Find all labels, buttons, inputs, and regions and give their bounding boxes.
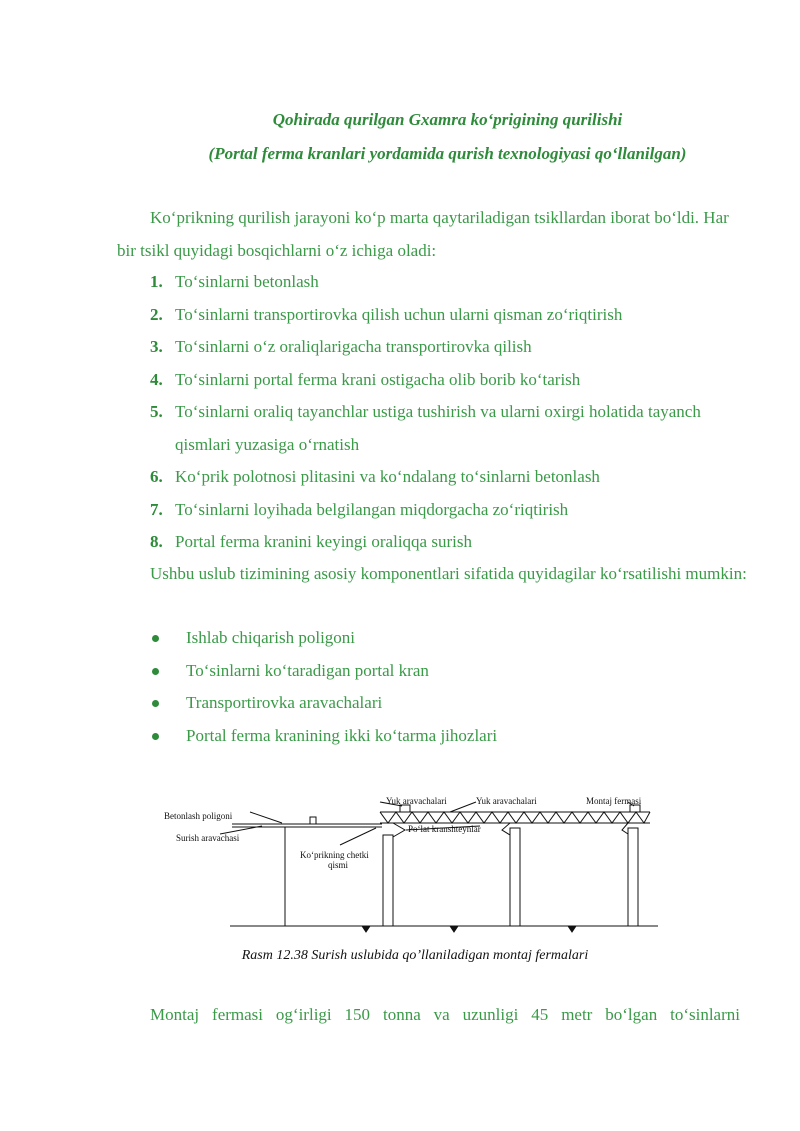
- list-item: 8. Portal ferma kranini keyingi oraliqqa surish: [150, 532, 472, 551]
- list-item: Portal ferma kranining ikki ko‘tarma jihozlari: [150, 720, 750, 753]
- list-item: 5. To‘sinlarni oraliq tayanchlar ustiga tushirish va ularni oxirgi holatida tayanch qismlari yuzasiga o‘rnatish: [150, 402, 701, 454]
- label-montaj: Montaj fermasi: [586, 796, 642, 806]
- bullet-icon: [152, 700, 159, 707]
- list-item: Ishlab chiqarish poligoni: [150, 622, 750, 655]
- bullet-icon: [152, 733, 159, 740]
- label-surish: Surish aravachasi: [176, 833, 240, 843]
- components-intro: Ushbu uslub tizimining asosiy komponentlari sifatida quyidagilar ko‘rsatilishi mumkin:: [150, 564, 747, 583]
- components-list: [150, 622, 750, 752]
- closing-paragraph: Montaj fermasi og‘irligi 150 tonna va uzunligi 45 metr bo‘lgan to‘sinlarni: [150, 1005, 740, 1024]
- list-item: 6. Ko‘prik polotnosi plitasini va ko‘ndalang to‘sinlarni betonlash: [150, 467, 600, 486]
- figure-caption: Rasm 12.38 Surish uslubida qo’llaniladigan montaj fermalari: [241, 948, 589, 963]
- bullet-icon: [152, 635, 159, 642]
- label-yuk2: Yuk aravachalari: [476, 796, 537, 806]
- label-qismi: qismi: [328, 860, 349, 870]
- list-item: 7. To‘sinlarni loyihada belgilangan miqdorgacha zo‘riqtirish: [150, 499, 569, 519]
- label-chetki: Ko‘prikning chetki: [300, 850, 369, 860]
- document-title: Qohirada qurilgan Gxamra ko‘prigining qurilishi: [272, 110, 623, 129]
- list-item: 1. To‘sinlarni betonlash: [150, 272, 319, 291]
- document-subtitle: (Portal ferma kranlari yordamida qurish texnologiyasi qo‘llanilgan): [208, 144, 687, 163]
- list-item: 2. To‘sinlarni transportirovka qilish uchun ularni qisman zo‘riqtirish: [150, 304, 623, 324]
- list-item: 3. To‘sinlarni o‘z oraliqlarigacha transportirovka qilish: [150, 337, 532, 356]
- list-item: 4. To‘sinlarni portal ferma krani ostigacha olib borib ko‘tarish: [150, 369, 581, 389]
- label-betonlash: Betonlash poligoni: [164, 811, 233, 821]
- list-item: Transportirovka aravachalari: [150, 687, 750, 720]
- intro-paragraph: Ko‘prikning qurilish jarayoni ko‘p marta qaytariladigan tsikllardan iborat bo‘ldi. Har bir tsikl quyidagi bosqichlarni o‘z ichiga oladi:: [117, 208, 729, 260]
- label-yuk1: Yuk aravachalari: [386, 796, 447, 806]
- label-polat: Po‘lat kranshteynlar: [408, 824, 481, 834]
- steps-list: [150, 266, 750, 559]
- bridge-diagram: [150, 790, 670, 940]
- diagram-lines: [220, 802, 658, 932]
- list-item: To‘sinlarni ko‘taradigan portal kran: [150, 655, 750, 688]
- bullet-icon: [152, 668, 159, 675]
